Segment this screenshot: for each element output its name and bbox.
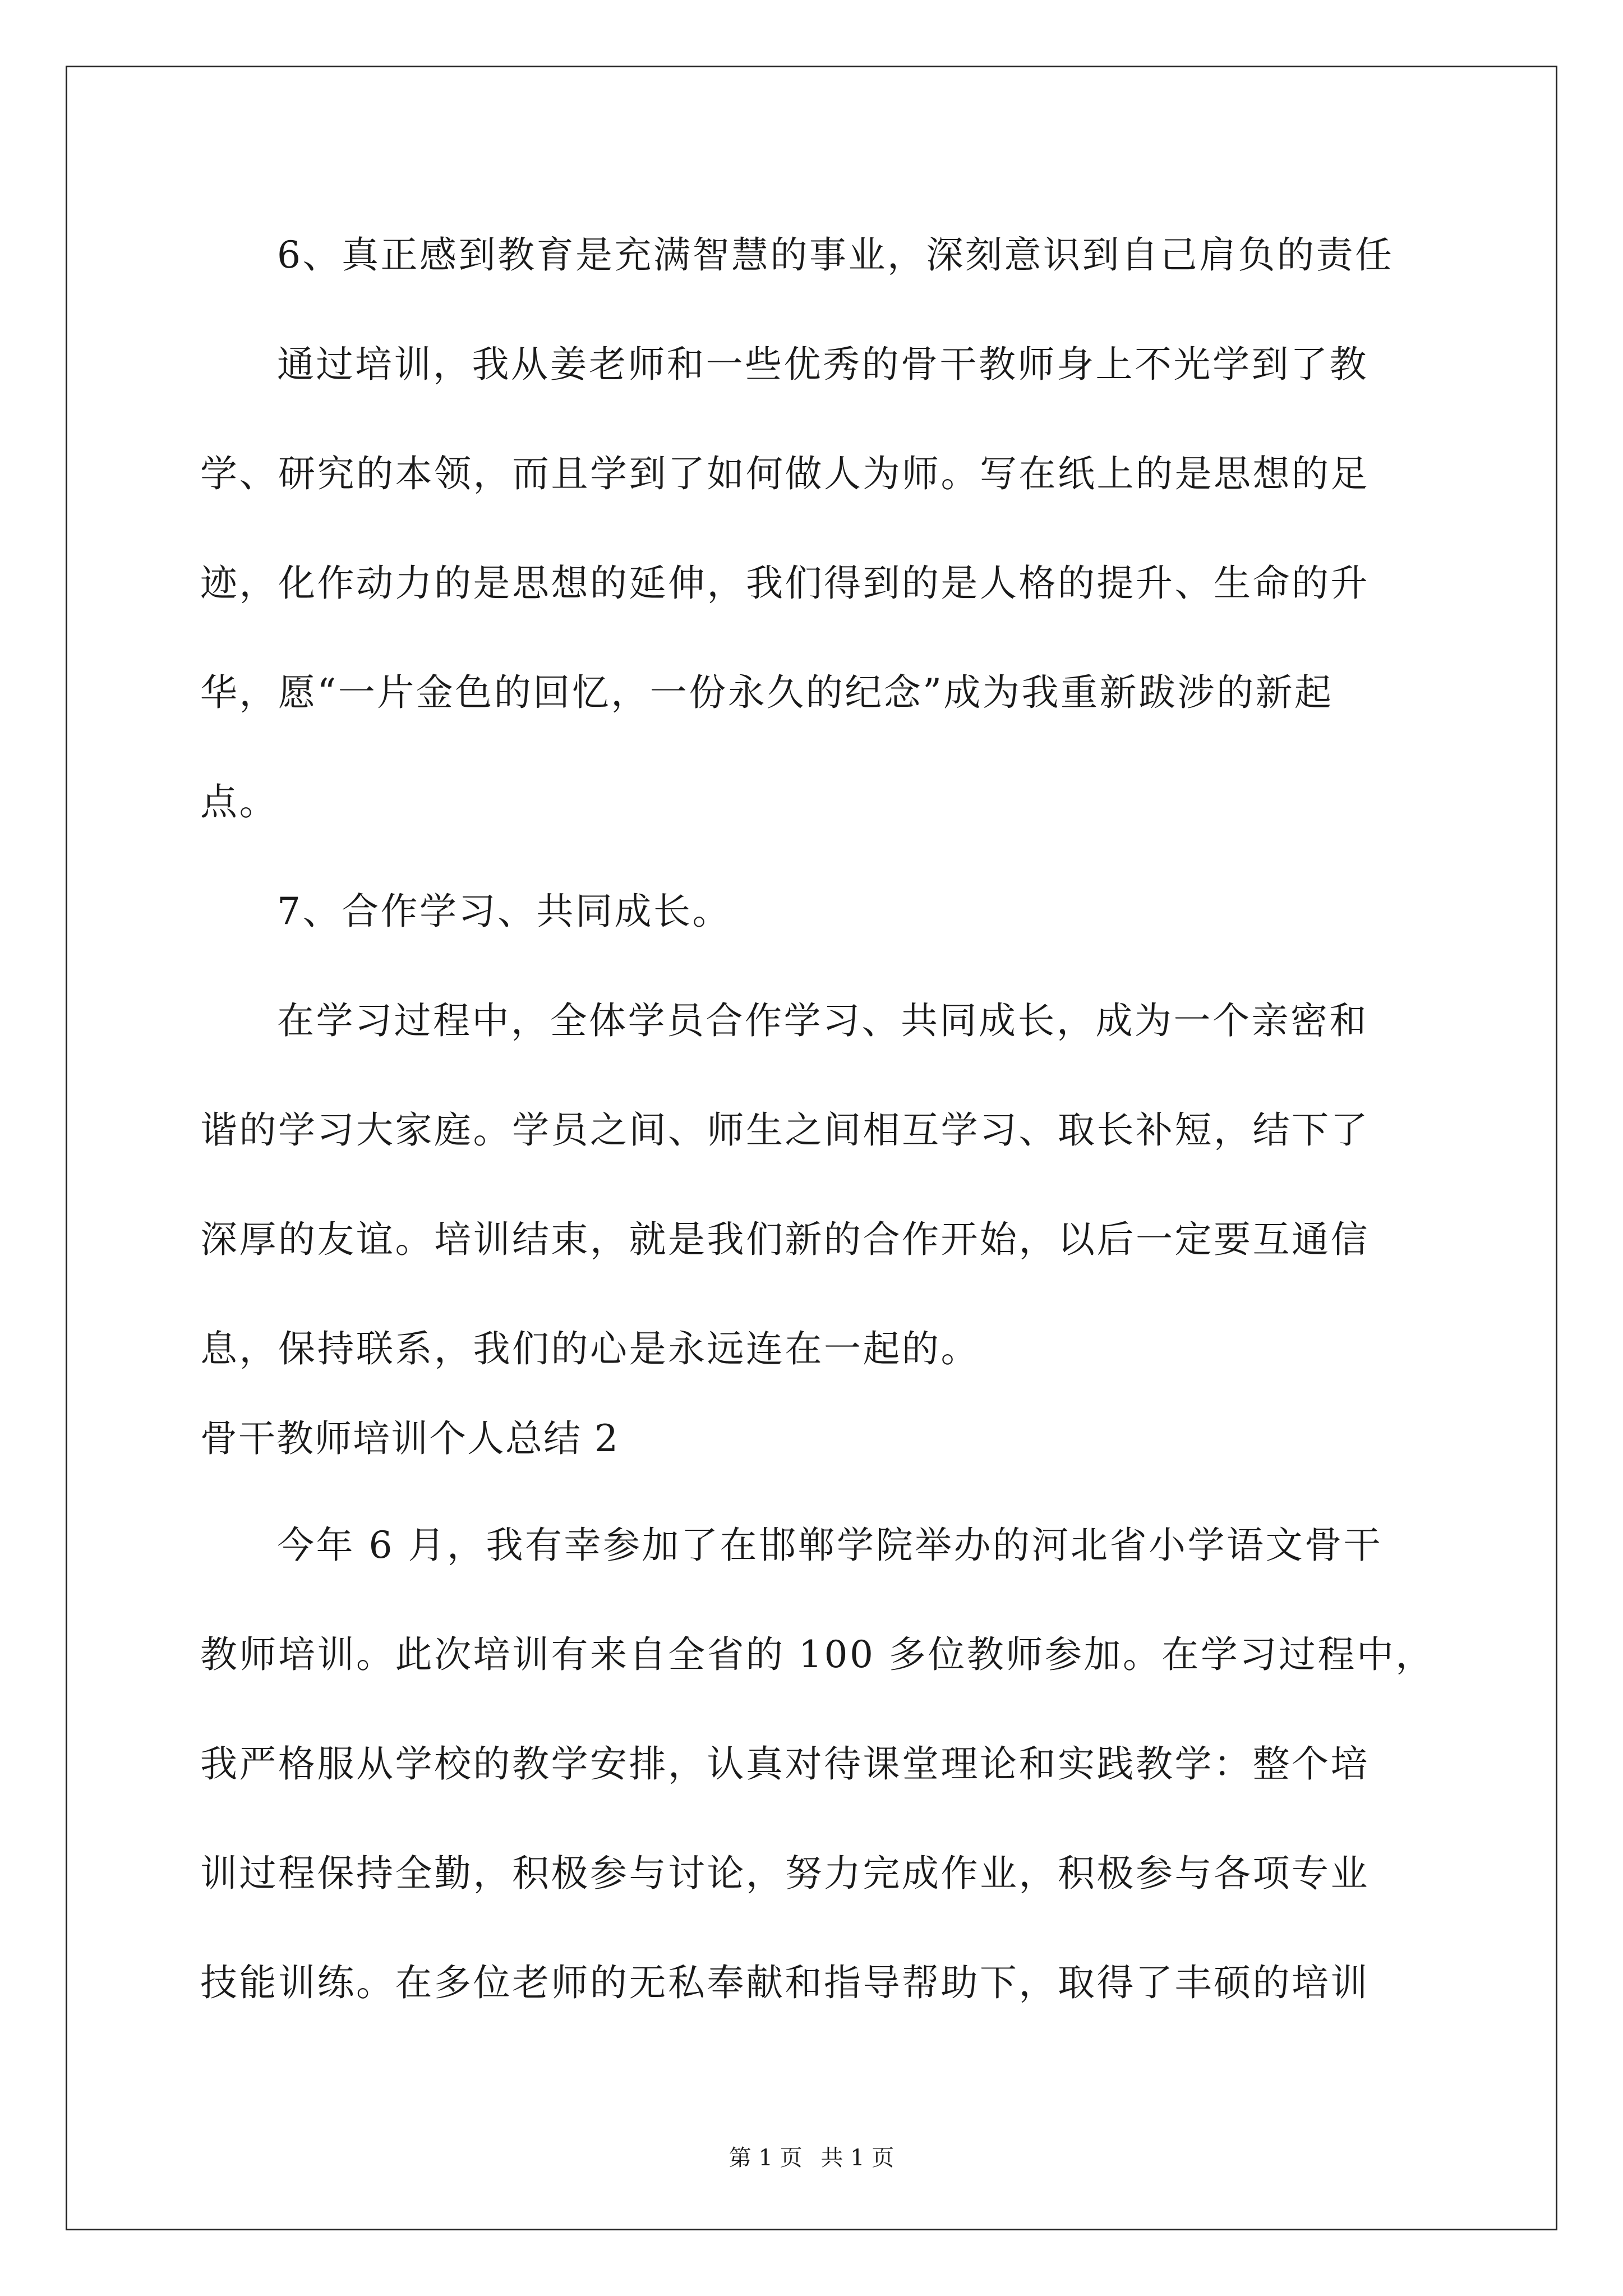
paragraph-line: 训过程保持全勤，积极参与讨论，努力完成作业，积极参与各项专业	[200, 1852, 1370, 1895]
paragraph-line: 在学习过程中，全体学员合作学习、共同成长，成为一个亲密和	[277, 999, 1368, 1042]
paragraph-line: 7、合作学习、共同成长。	[277, 890, 731, 933]
paragraph-line: 我严格服从学校的教学安排，认真对待课堂理论和实践教学：整个培	[200, 1742, 1370, 1786]
paragraph-line: 华，愿“一片金色的回忆，一份永久的纪念”成为我重新跋涉的新起	[200, 671, 1334, 714]
section-heading: 骨干教师培训个人总结 2	[200, 1417, 619, 1460]
paragraph-line: 通过培训，我从姜老师和一些优秀的骨干教师身上不光学到了教	[277, 343, 1368, 386]
paragraph-line: 深厚的友谊。培训结束，就是我们新的合作开始，以后一定要互通信	[200, 1218, 1370, 1261]
paragraph-line: 技能训练。在多位老师的无私奉献和指导帮助下，取得了丰硕的培训	[200, 1961, 1370, 2004]
paragraph-line: 迹，化作动力的是思想的延伸，我们得到的是人格的提升、生命的升	[200, 562, 1370, 605]
paragraph-line: 教师培训。此次培训有来自全省的 100 多位教师参加。在学习过程中，	[200, 1633, 1435, 1676]
page-number-current: 第 1 页	[728, 2145, 803, 2171]
page-footer	[0, 2144, 1623, 2172]
paragraph-line: 息，保持联系，我们的心是永远连在一起的。	[200, 1327, 980, 1370]
paragraph-line: 点。	[200, 780, 278, 823]
paragraph-line: 6、真正感到教育是充满智慧的事业，深刻意识到自己肩负的责任	[277, 233, 1394, 277]
paragraph-line: 学、研究的本领，而且学到了如何做人为师。写在纸上的是思想的足	[200, 452, 1370, 495]
page-number-total: 共 1 页	[820, 2145, 895, 2171]
paragraph-line: 今年 6 月，我有幸参加了在邯郸学院举办的河北省小学语文骨干	[277, 1524, 1382, 1567]
paragraph-line: 谐的学习大家庭。学员之间、师生之间相互学习、取长补短，结下了	[200, 1108, 1370, 1152]
